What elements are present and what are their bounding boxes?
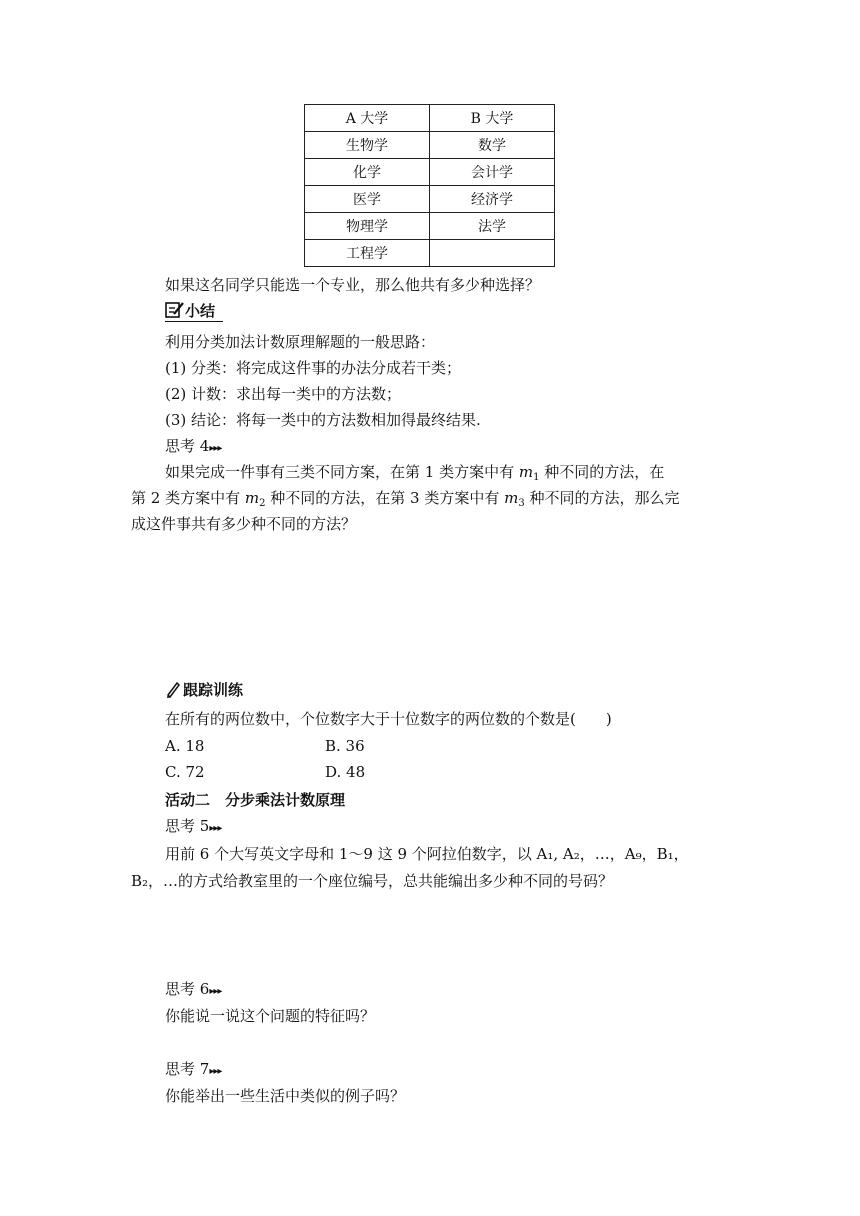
majors-table: [304, 104, 555, 267]
triple-arrow-icon: ▸▸▸: [209, 1066, 222, 1077]
table-cell: 经济学: [430, 186, 555, 213]
think4-heading: [165, 437, 221, 455]
summary-underline: [165, 321, 223, 322]
table-cell: 化学: [305, 159, 430, 186]
summary-title: 小结: [185, 302, 216, 320]
table-cell: 工程学: [305, 240, 430, 267]
think7-heading: [165, 1060, 221, 1078]
table-header-cell: A 大学: [305, 105, 430, 132]
activity2-title: 活动二 分步乘法计数原理: [165, 791, 346, 809]
think6-heading: [165, 980, 221, 998]
table-row: [305, 213, 555, 240]
triple-arrow-icon: ▸▸▸: [209, 986, 222, 997]
table-row: [305, 159, 555, 186]
triple-arrow-icon: ▸▸▸: [209, 443, 222, 454]
think6-text: 你能说一说这个问题的特征吗？: [165, 1007, 376, 1025]
practice-option-c: C. 72: [165, 763, 205, 781]
think7-label: 思考 7: [165, 1060, 210, 1078]
think5-label: 思考 5: [165, 817, 210, 835]
think4-line1: 如果完成一件事有三类不同方案，在第 1 类方案中有 $m_1$ 种不同的方法，在: [165, 463, 665, 483]
practice-option-a: A. 18: [165, 737, 205, 755]
table-cell: 生物学: [305, 132, 430, 159]
practice-title: 跟踪训练: [183, 681, 244, 699]
summary-step: (3) 结论：将每一类中的方法数相加得最终结果.: [165, 411, 481, 429]
think5-line1: 用前 6 个大写英文字母和 1～9 这 9 个阿拉伯数字，以 A₁, A₂，…，A₉，B₁，: [165, 845, 689, 863]
think4-line3: 成这件事共有多少种不同的方法？: [131, 515, 357, 533]
practice-option-d: D. 48: [325, 763, 366, 781]
think5-line2: B₂，…的方式给教室里的一个座位编号，总共能编出多少种不同的号码？: [131, 872, 614, 890]
think6-label: 思考 6: [165, 980, 210, 998]
table-row: [305, 186, 555, 213]
triple-arrow-icon: ▸▸▸: [209, 823, 222, 834]
table-cell: 医学: [305, 186, 430, 213]
table-header-row: [305, 105, 555, 132]
table-cell: 法学: [430, 213, 555, 240]
table-cell: 数学: [430, 132, 555, 159]
table-cell: 物理学: [305, 213, 430, 240]
table-cell: [430, 240, 555, 267]
summary-heading: [165, 300, 215, 323]
summary-step: (1) 分类：将完成这件事的办法分成若干类；: [165, 359, 462, 377]
think5-heading: [165, 817, 221, 835]
table-cell: 会计学: [430, 159, 555, 186]
think7-text: 你能举出一些生活中类似的例子吗？: [165, 1087, 406, 1105]
practice-option-b: B. 36: [325, 737, 365, 755]
table-row: [305, 240, 555, 267]
table-row: [305, 132, 555, 159]
think4-label: 思考 4: [165, 437, 210, 455]
pencil-note-icon: [165, 301, 185, 323]
practice-heading: [165, 680, 243, 702]
question-choice: 如果这名同学只能选一个专业，那么他共有多少种选择？: [165, 276, 541, 294]
summary-intro: 利用分类加法计数原理解题的一般思路：: [165, 333, 436, 351]
summary-step: (2) 计数：求出每一类中的方法数；: [165, 385, 402, 403]
table-header-cell: B 大学: [430, 105, 555, 132]
practice-question: 在所有的两位数中，个位数字大于十位数字的两位数的个数是( ): [165, 710, 612, 728]
think4-line2: 第 2 类方案中有 $m_2$ 种不同的方法，在第 3 类方案中有 $m_3$ 种不同的方法，那么完: [131, 489, 680, 509]
pencil-icon: [165, 680, 181, 702]
